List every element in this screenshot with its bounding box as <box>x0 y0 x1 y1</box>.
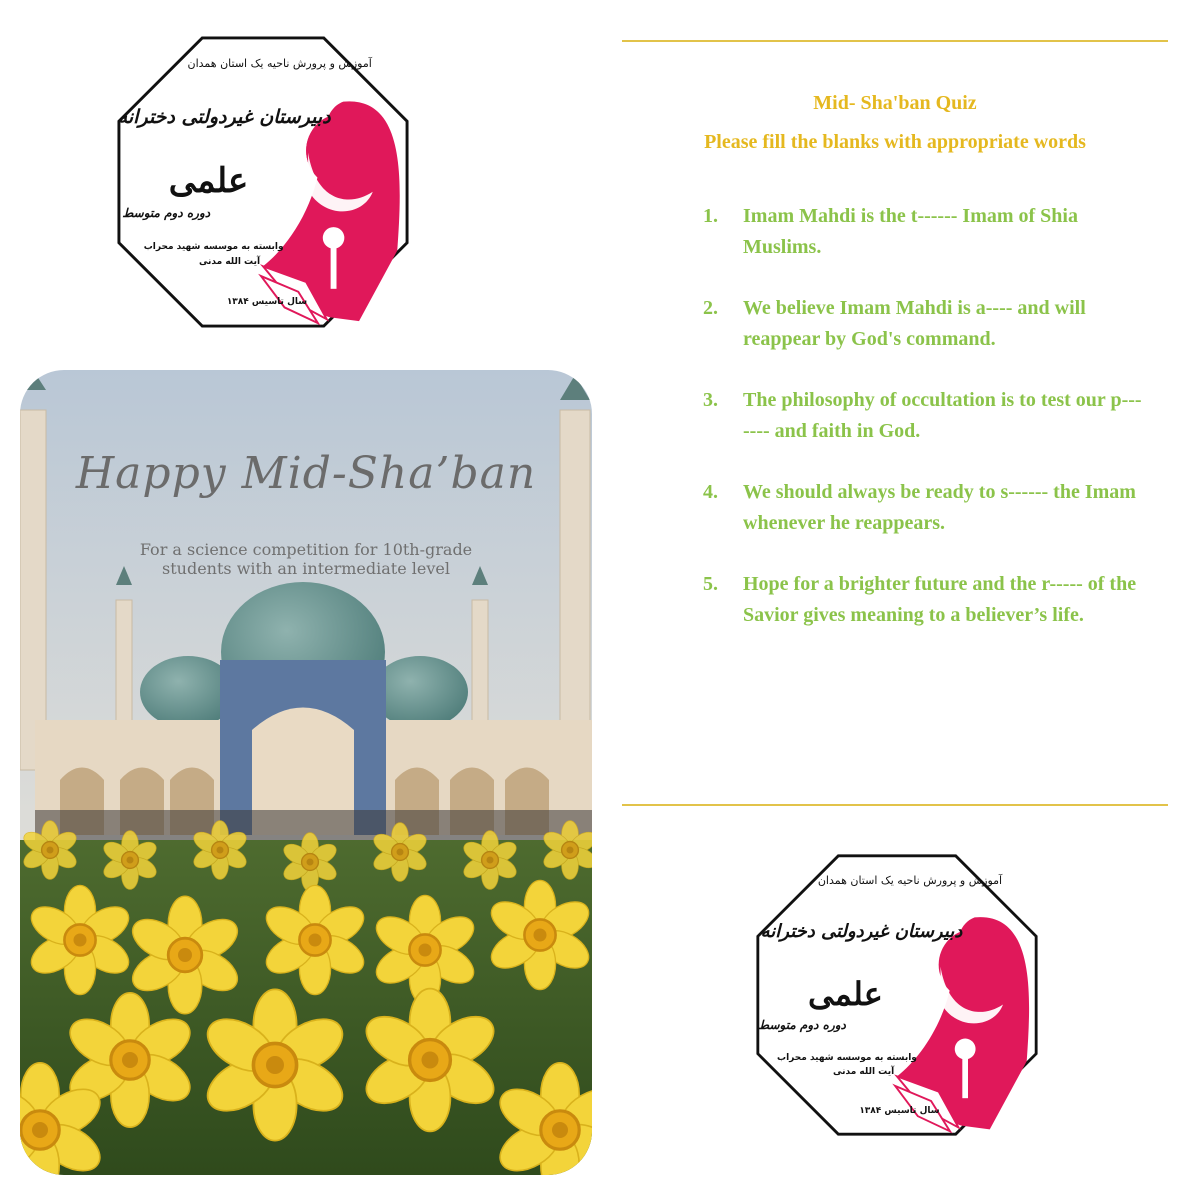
poster-title: Happy Mid-Sha’ban <box>75 448 537 499</box>
mid-shaban-poster <box>20 370 592 1175</box>
question-text: The philosophy of occultation is to test our p------- and faith in God. <box>743 389 1142 442</box>
logo-school-type: دبیرستان غیردولتی دخترانه <box>760 921 963 943</box>
logo-edu-dept: آموزش و پرورش ناحیه یک استان همدان <box>187 57 372 71</box>
question-list <box>703 201 1143 661</box>
poster-subtitle-line2: students with an intermediate level <box>162 559 450 578</box>
quiz-top-divider <box>622 40 1168 42</box>
logo-affiliation-1: وابسته به موسسه شهید محراب <box>143 242 284 253</box>
logo-edu-dept: آموزش و پرورش ناحیه یک استان همدان <box>817 874 1003 888</box>
logo-grade-level: دوره دوم متوسط <box>122 205 211 220</box>
quiz-bottom-divider <box>622 804 1168 806</box>
quiz-instruction: Please fill the blanks with appropriate words <box>704 131 1086 153</box>
poster-subtitle <box>100 540 512 578</box>
logo-affiliation-1: وابسته به موسسه شهید محراب <box>777 1053 917 1064</box>
question-number: 5. <box>703 573 718 595</box>
question-text: We believe Imam Mahdi is a---- and will reappear by God's command. <box>743 297 1086 350</box>
quiz-title: Mid- Sha'ban Quiz <box>813 92 977 114</box>
school-logo-top <box>116 35 410 329</box>
school-logo-bottom <box>755 853 1039 1137</box>
poster-subtitle-line1: For a science competition for 10th-grade <box>139 540 473 559</box>
question-number: 4. <box>703 481 718 503</box>
question-text: Imam Mahdi is the t------ Imam of Shia Muslims. <box>743 205 1078 258</box>
logo-school-name: علمی <box>168 161 249 202</box>
logo-emblem <box>755 853 1039 1137</box>
question-item <box>703 293 1143 355</box>
question-text: Hope for a brighter future and the r----- of the Savior gives meaning to a believer’s life. <box>743 573 1137 626</box>
question-number: 3. <box>703 389 718 411</box>
logo-grade-level: دوره دوم متوسط <box>758 1017 846 1032</box>
question-text: We should always be ready to s------ the Imam whenever he reappears. <box>743 481 1136 534</box>
logo-school-type: دبیرستان غیردولتی دخترانه <box>117 105 331 128</box>
question-item <box>703 385 1143 447</box>
logo-affiliation-2: آیت الله مدنی <box>198 256 261 267</box>
logo-school-name: علمی <box>807 975 883 1014</box>
question-item <box>703 201 1143 263</box>
question-item <box>703 477 1143 539</box>
question-number: 2. <box>703 297 718 319</box>
question-item <box>703 569 1143 631</box>
logo-affiliation-2: آیت الله مدنی <box>833 1067 895 1078</box>
question-number: 1. <box>703 205 718 227</box>
logo-founded: سال تاسیس ۱۳۸۴ <box>859 1105 940 1116</box>
logo-founded: سال تاسیس ۱۳۸۴ <box>226 296 308 307</box>
logo-emblem <box>116 35 410 329</box>
